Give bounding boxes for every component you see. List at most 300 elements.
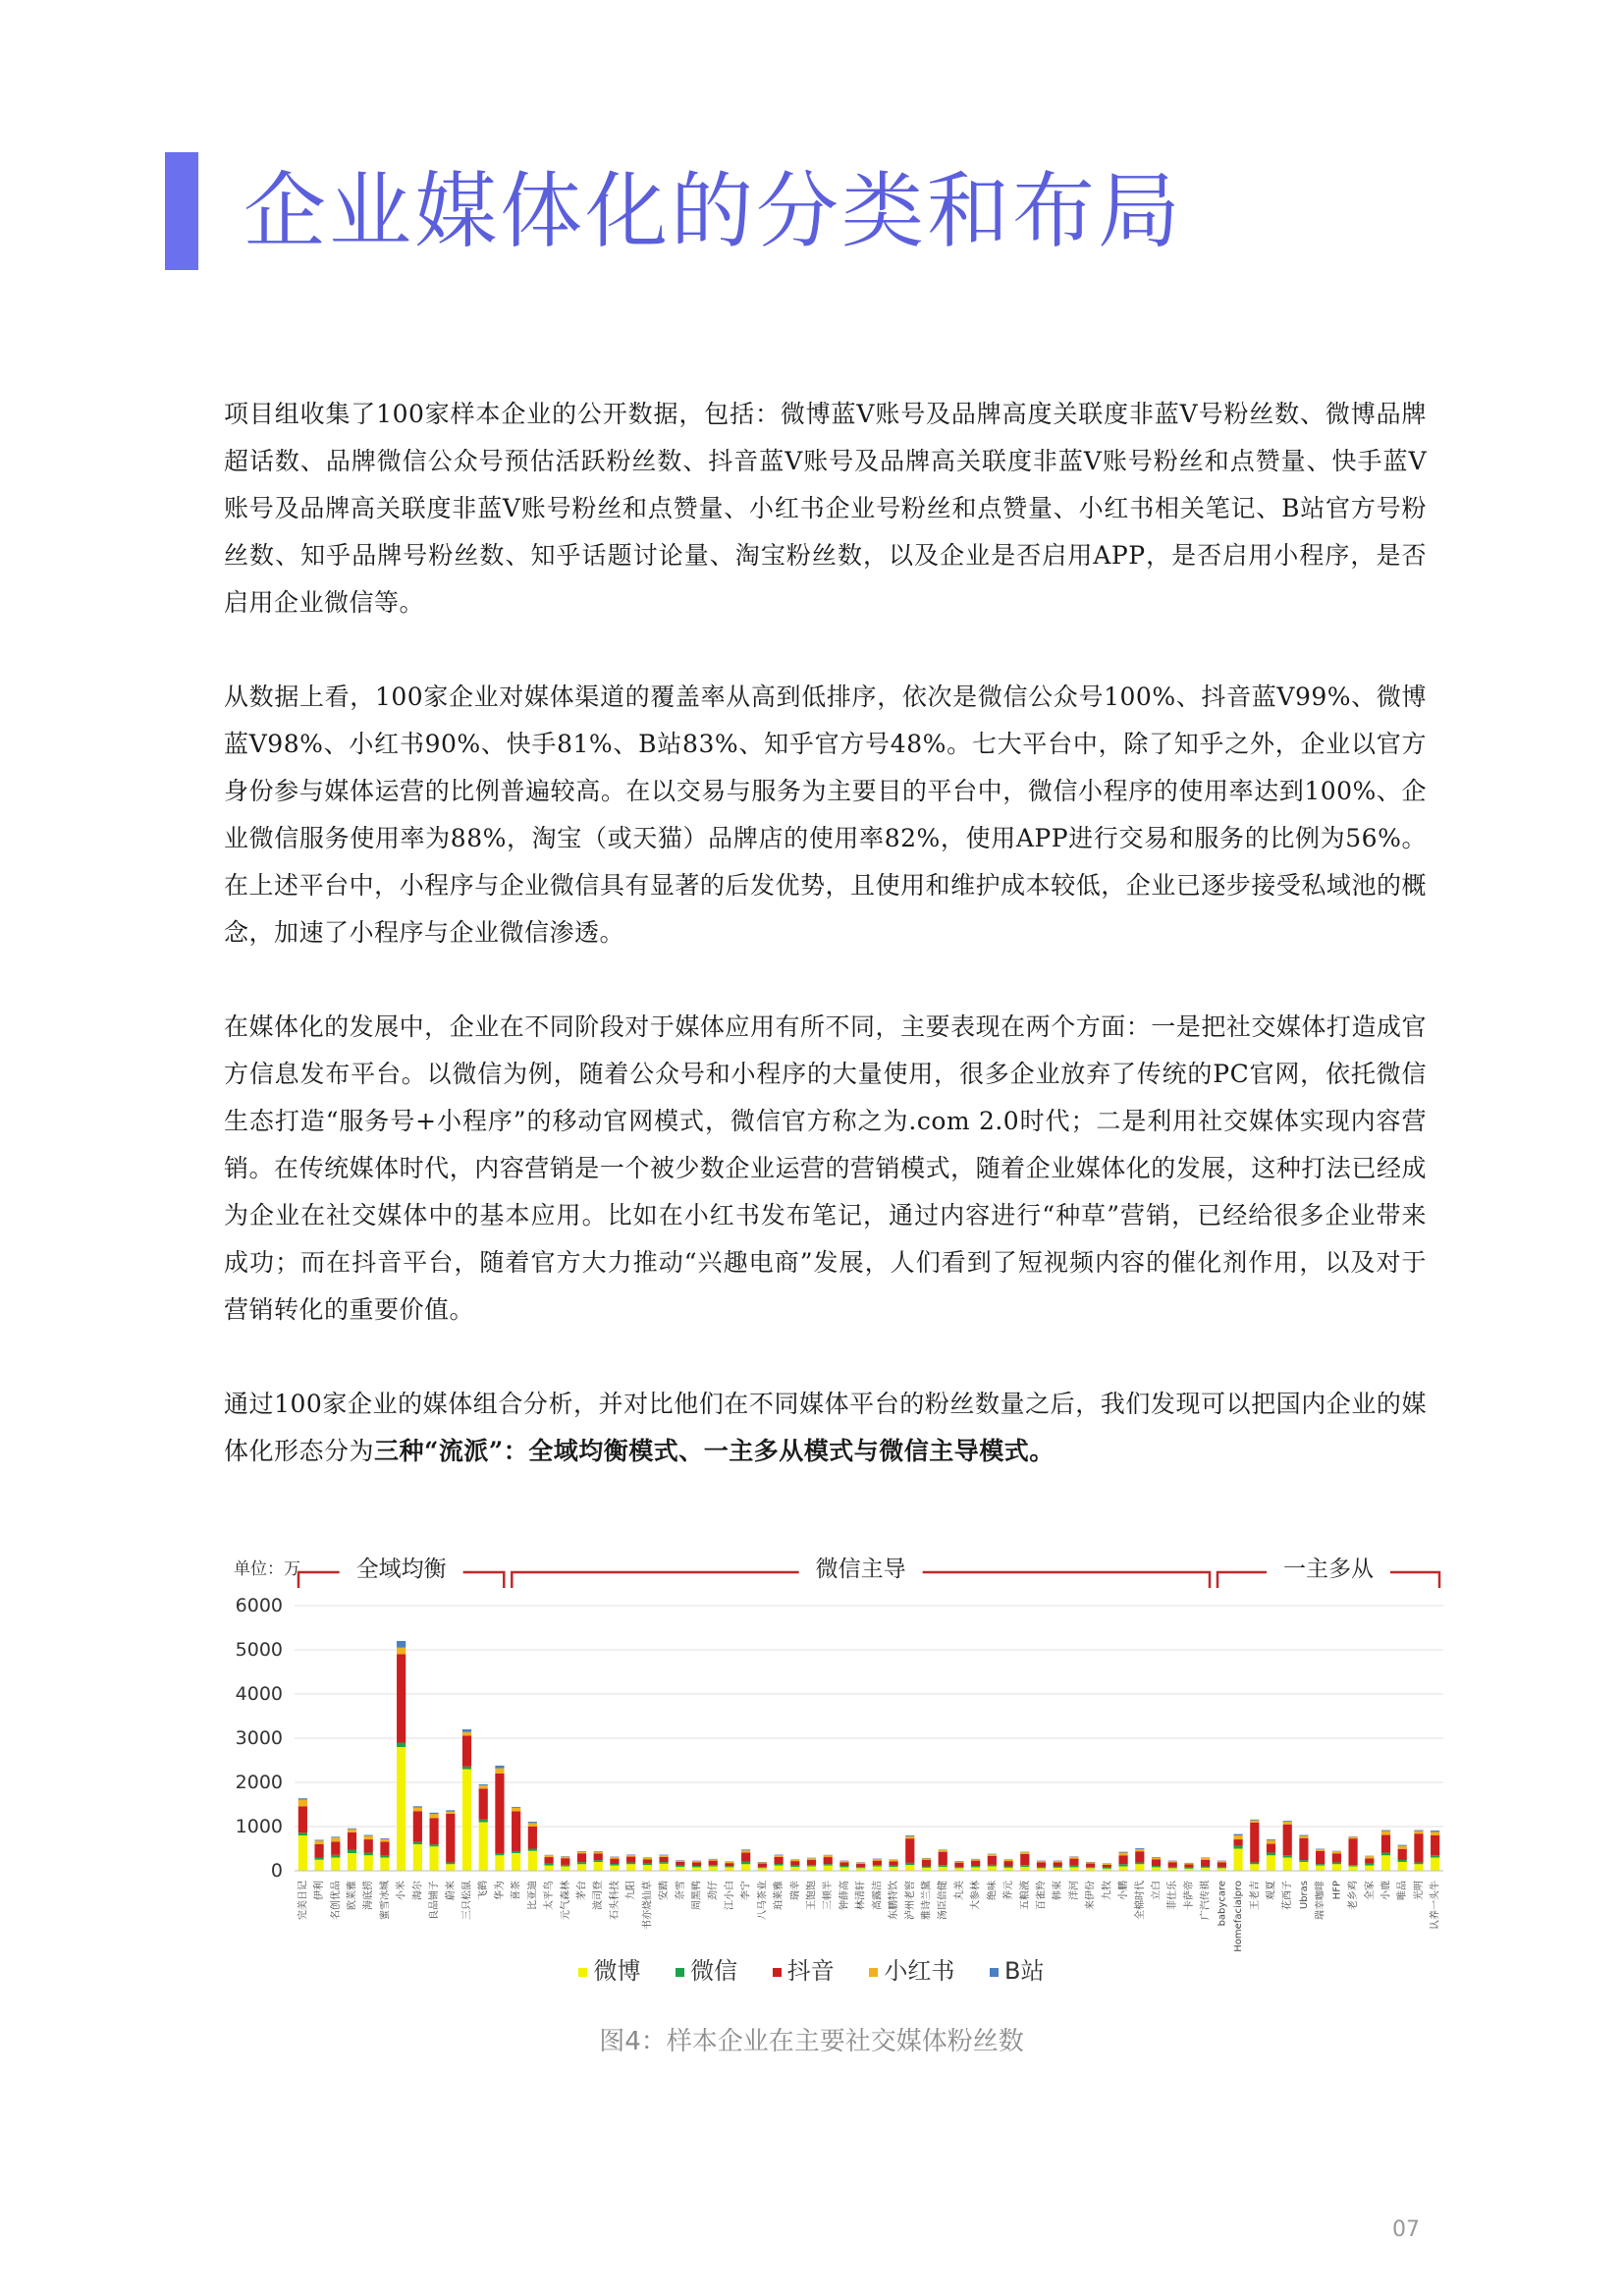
bar-xiaohongshu-41 — [971, 1859, 980, 1860]
bar-weibo-2 — [331, 1858, 340, 1872]
x-tick-label: 汤臣倍健 — [938, 1881, 949, 1920]
bar-weixin-24 — [692, 1866, 701, 1867]
bar-douyin-42 — [988, 1856, 997, 1865]
bar-weibo-31 — [807, 1867, 816, 1872]
x-tick-label: 完美日记 — [298, 1881, 309, 1920]
bar-weixin-46 — [1054, 1867, 1062, 1868]
bar-weibo-69 — [1431, 1858, 1439, 1872]
bar-xiaohongshu-4 — [364, 1835, 373, 1839]
bar-douyin-11 — [479, 1788, 488, 1820]
bar-weibo-30 — [790, 1867, 799, 1871]
bar-douyin-22 — [659, 1857, 668, 1862]
legend-item-xiaohongshu — [869, 1951, 954, 1986]
bar-weixin-57 — [1233, 1846, 1242, 1849]
legend-label-weibo: 微博 — [593, 1957, 641, 1985]
bar-weibo-66 — [1381, 1855, 1390, 1871]
y-tick-label: 4000 — [235, 1683, 283, 1705]
bar-bilibili-12 — [495, 1766, 504, 1769]
bar-douyin-56 — [1217, 1862, 1226, 1867]
bar-xiaohongshu-22 — [659, 1855, 668, 1857]
bar-bilibili-10 — [462, 1729, 471, 1732]
x-tick-label: 卡萨帝 — [1183, 1881, 1195, 1910]
bar-weixin-33 — [839, 1866, 848, 1867]
x-tick-label: 菲仕乐 — [1167, 1881, 1179, 1910]
bar-weixin-43 — [1003, 1867, 1012, 1868]
bar-douyin-57 — [1233, 1839, 1242, 1846]
bar-weixin-22 — [659, 1862, 668, 1864]
bar-xiaohongshu-54 — [1184, 1863, 1193, 1864]
bar-douyin-5 — [380, 1842, 389, 1856]
bar-weibo-25 — [709, 1867, 718, 1872]
legend-swatch-douyin — [773, 1968, 782, 1977]
bar-xiaohongshu-2 — [331, 1837, 340, 1841]
bar-weixin-61 — [1299, 1860, 1308, 1862]
bar-weixin-65 — [1365, 1864, 1374, 1866]
bar-weixin-23 — [676, 1866, 684, 1867]
bar-weixin-66 — [1381, 1853, 1390, 1856]
body-text — [224, 391, 1427, 1522]
bar-weixin-3 — [348, 1850, 356, 1853]
bar-xiaohongshu-40 — [954, 1862, 963, 1863]
bar-weibo-64 — [1348, 1867, 1357, 1872]
bar-weibo-51 — [1135, 1864, 1144, 1871]
bar-xiaohongshu-60 — [1283, 1822, 1292, 1825]
bar-weixin-6 — [397, 1743, 406, 1748]
x-tick-label: 安踏 — [659, 1881, 671, 1900]
bar-weibo-44 — [1020, 1867, 1029, 1871]
bar-douyin-29 — [774, 1857, 783, 1864]
bar-douyin-2 — [331, 1841, 340, 1855]
bar-douyin-41 — [971, 1861, 980, 1866]
bar-douyin-44 — [1020, 1854, 1029, 1865]
bar-douyin-33 — [839, 1862, 848, 1866]
bar-bilibili-50 — [1118, 1852, 1127, 1853]
legend-swatch-xiaohongshu — [869, 1968, 878, 1977]
bar-weixin-44 — [1020, 1865, 1029, 1867]
x-tick-label: 丸美 — [953, 1881, 965, 1900]
bar-douyin-19 — [610, 1859, 619, 1864]
bar-xiaohongshu-25 — [709, 1859, 718, 1860]
x-tick-label: Ubras — [1298, 1881, 1310, 1910]
bar-xiaohongshu-14 — [528, 1823, 537, 1827]
bar-douyin-3 — [348, 1832, 356, 1850]
bar-weibo-12 — [495, 1855, 504, 1871]
bar-xiaohongshu-48 — [1086, 1862, 1095, 1863]
x-tick-label: 蔚来 — [445, 1881, 457, 1900]
bar-xiaohongshu-43 — [1003, 1860, 1012, 1861]
x-tick-label: 绝味 — [987, 1881, 999, 1900]
x-tick-label: 小鹿 — [1380, 1881, 1392, 1900]
legend-label-douyin: 抖音 — [786, 1957, 835, 1985]
bar-douyin-20 — [626, 1857, 635, 1863]
bar-douyin-7 — [413, 1811, 422, 1842]
bar-weibo-4 — [364, 1855, 373, 1871]
bar-weixin-52 — [1152, 1866, 1161, 1867]
bar-weibo-57 — [1233, 1849, 1242, 1872]
bar-weixin-56 — [1217, 1867, 1226, 1868]
bar-douyin-37 — [905, 1838, 914, 1863]
bar-xiaohongshu-30 — [790, 1860, 799, 1861]
bar-xiaohongshu-17 — [577, 1851, 586, 1853]
x-tick-label: 观夏 — [1266, 1881, 1277, 1900]
bar-douyin-9 — [446, 1814, 455, 1863]
y-tick-label: 3000 — [235, 1727, 283, 1749]
bar-weixin-16 — [561, 1865, 569, 1867]
bar-douyin-46 — [1054, 1862, 1062, 1866]
y-tick-label: 2000 — [235, 1772, 283, 1793]
bar-weixin-34 — [856, 1867, 865, 1868]
bar-bilibili-4 — [364, 1835, 373, 1836]
bar-xiaohongshu-42 — [988, 1854, 997, 1856]
figure-caption: 图4：样本企业在主要社交媒体粉丝数 — [599, 2027, 1024, 2056]
bar-weibo-59 — [1267, 1855, 1275, 1871]
paragraph-three-modes-highlight: 三种“流派”：全域均衡模式、一主多从模式与微信主导模式。 — [374, 1437, 1055, 1465]
bar-weixin-51 — [1135, 1862, 1144, 1864]
bar-douyin-61 — [1299, 1838, 1308, 1861]
bar-douyin-66 — [1381, 1835, 1390, 1853]
bar-bilibili-11 — [479, 1784, 488, 1785]
bar-xiaohongshu-21 — [643, 1858, 652, 1860]
x-tick-label: 全家 — [1364, 1881, 1376, 1900]
bar-weixin-27 — [741, 1862, 750, 1865]
paragraph-coverage-rate: 从数据上看，100家企业对媒体渠道的覆盖率从高到低排序，依次是微信公众号100%、抖音蓝V99%、微博蓝V98%、小红书90%、快手81%、B站83%、知乎官方号48%。七大平台中，除了知乎之外，企业以官方身份参与媒体运营的比例普遍较高。在以交易与服务为主要目的平台中，微信小程序的使用率达到100%、企业微信服务使用率为88%，淘宝（或天猫）品牌店的使用率82%，使用APP进行交易和服务的比例为56%。在上述平台中，小程序与企业微信具有显著的后发优势，且使用和维护成本较低，企业已逐步接受私域池的概念，加速了小程序与企业微信渗透。 — [224, 683, 1427, 947]
bar-weixin-45 — [1037, 1867, 1046, 1868]
x-tick-label: 九阳 — [625, 1881, 637, 1900]
bar-xiaohongshu-1 — [314, 1840, 323, 1844]
bar-xiaohongshu-6 — [397, 1648, 406, 1655]
bar-weixin-7 — [413, 1842, 422, 1844]
x-tick-label: 小鹏 — [1118, 1881, 1130, 1900]
x-tick-label: 海尔 — [412, 1881, 424, 1900]
bar-weibo-60 — [1283, 1858, 1292, 1872]
bar-douyin-39 — [939, 1852, 947, 1866]
bar-douyin-58 — [1250, 1823, 1259, 1863]
bar-weixin-68 — [1414, 1862, 1423, 1864]
bar-weixin-69 — [1431, 1855, 1439, 1857]
x-tick-label: 瑞幸咖啡 — [1315, 1881, 1326, 1920]
x-tick-label: 太平鸟 — [544, 1881, 556, 1910]
x-tick-label: 九牧 — [1102, 1881, 1113, 1900]
bar-xiaohongshu-28 — [758, 1862, 767, 1863]
bar-weibo-68 — [1414, 1864, 1423, 1871]
bar-xiaohongshu-20 — [626, 1855, 635, 1857]
paragraph-data-collection: 项目组收集了100家样本企业的公开数据，包括：微博蓝V账号及品牌高度关联度非蓝V号粉丝数、微博品牌超话数、品牌微信公众号预估活跃粉丝数、抖音蓝V账号及品牌高关联度非蓝V账号粉丝和点赞量、快手蓝V账号及品牌高关联度非蓝V账号粉丝和点赞量、小红书企业号粉丝和点赞量、小红书相关笔记、B站官方号粉丝数、知乎品牌号粉丝数、知乎话题讨论量、淘宝粉丝数，以及企业是否启用APP，是否启用小程序，是否启用企业微信等。 — [224, 400, 1427, 617]
x-tick-label: 王饱饱 — [806, 1881, 818, 1910]
x-tick-label: 泸州老窖 — [904, 1881, 916, 1920]
bar-weixin-18 — [594, 1860, 603, 1862]
bar-douyin-10 — [462, 1735, 471, 1767]
bar-douyin-52 — [1152, 1859, 1161, 1866]
x-tick-label: 欧莱雅 — [347, 1881, 358, 1910]
bar-douyin-28 — [758, 1864, 767, 1868]
bar-bilibili-51 — [1135, 1848, 1144, 1849]
bar-xiaohongshu-9 — [446, 1812, 455, 1814]
bar-weixin-30 — [790, 1866, 799, 1867]
x-tick-label: 喜茶 — [511, 1881, 522, 1900]
bar-weixin-15 — [544, 1864, 553, 1866]
bar-douyin-68 — [1414, 1833, 1423, 1862]
bar-douyin-1 — [314, 1844, 323, 1858]
bar-bilibili-60 — [1283, 1821, 1292, 1822]
bar-bilibili-0 — [298, 1798, 307, 1799]
x-tick-label: 东鹏特饮 — [889, 1881, 900, 1920]
bar-weibo-52 — [1152, 1867, 1161, 1871]
x-tick-label: 雅诗兰黛 — [921, 1881, 933, 1920]
bar-douyin-64 — [1348, 1838, 1357, 1865]
x-tick-label: 书亦烧仙草 — [642, 1881, 654, 1930]
bar-weibo-24 — [692, 1867, 701, 1871]
bar-douyin-23 — [676, 1862, 684, 1866]
bar-weixin-14 — [528, 1849, 537, 1851]
x-tick-label: babycare — [1217, 1881, 1228, 1927]
bar-weibo-61 — [1299, 1862, 1308, 1871]
x-tick-label: 立白 — [1151, 1881, 1163, 1900]
bar-xiaohongshu-8 — [429, 1814, 438, 1818]
bar-weibo-62 — [1316, 1866, 1325, 1871]
bar-douyin-6 — [397, 1655, 406, 1743]
x-tick-label: 元气森林 — [560, 1881, 571, 1920]
group-label: 微信主导 — [815, 1557, 906, 1582]
bar-weibo-17 — [577, 1864, 586, 1871]
bar-weixin-53 — [1168, 1867, 1177, 1868]
bar-weixin-5 — [380, 1855, 389, 1857]
x-tick-label: 劲仔 — [708, 1881, 720, 1900]
bar-weibo-67 — [1398, 1862, 1407, 1871]
bar-weixin-47 — [1069, 1866, 1078, 1868]
x-tick-label: 奈雪 — [675, 1881, 686, 1900]
bar-weixin-50 — [1118, 1864, 1127, 1866]
bar-douyin-30 — [790, 1861, 799, 1866]
group-label: 一主多从 — [1283, 1557, 1374, 1582]
legend-item-douyin — [773, 1951, 835, 1986]
x-tick-label: 石头科技 — [609, 1881, 621, 1920]
bar-weibo-10 — [462, 1770, 471, 1872]
bar-xiaohongshu-64 — [1348, 1837, 1357, 1839]
bar-xiaohongshu-63 — [1332, 1851, 1341, 1853]
bar-bilibili-7 — [413, 1806, 422, 1807]
x-tick-label: 全棉时代 — [1134, 1881, 1146, 1920]
bar-douyin-38 — [922, 1860, 931, 1867]
x-tick-label: 江小白 — [724, 1881, 735, 1910]
bar-douyin-35 — [873, 1861, 882, 1866]
bar-xiaohongshu-62 — [1316, 1849, 1325, 1851]
bar-xiaohongshu-24 — [692, 1861, 701, 1862]
bar-xiaohongshu-50 — [1118, 1853, 1127, 1856]
bar-weibo-23 — [676, 1867, 684, 1871]
bar-xiaohongshu-49 — [1103, 1864, 1111, 1865]
bar-xiaohongshu-27 — [741, 1850, 750, 1852]
bar-weibo-8 — [429, 1846, 438, 1871]
bar-weibo-9 — [446, 1864, 455, 1871]
x-tick-label: 林清轩 — [855, 1881, 867, 1910]
title-accent-bar — [165, 152, 198, 270]
bar-weibo-1 — [314, 1860, 323, 1871]
bar-douyin-40 — [954, 1863, 963, 1868]
x-tick-label: 三顿半 — [823, 1881, 835, 1910]
bar-weibo-22 — [659, 1864, 668, 1871]
bar-weixin-19 — [610, 1864, 619, 1866]
bar-xiaohongshu-36 — [889, 1860, 897, 1861]
bar-weixin-4 — [364, 1853, 373, 1856]
bar-weixin-26 — [725, 1866, 733, 1867]
bar-douyin-15 — [544, 1857, 553, 1864]
bar-xiaohongshu-5 — [380, 1839, 389, 1842]
bar-weixin-28 — [758, 1867, 767, 1868]
bar-xiaohongshu-0 — [298, 1800, 307, 1807]
x-tick-label: 洋河 — [1068, 1881, 1080, 1900]
bar-weixin-9 — [446, 1862, 455, 1864]
bar-douyin-45 — [1037, 1862, 1046, 1867]
bar-weibo-39 — [939, 1867, 947, 1871]
bar-bilibili-57 — [1233, 1834, 1242, 1835]
x-tick-label: 钟薛高 — [839, 1881, 850, 1910]
bar-weixin-31 — [807, 1865, 816, 1866]
bar-weixin-21 — [643, 1864, 652, 1865]
x-tick-label: Homefacialpro — [1233, 1881, 1245, 1952]
x-tick-label: 光明 — [1413, 1881, 1425, 1900]
bar-weixin-36 — [889, 1866, 897, 1867]
x-tick-label: 茅台 — [576, 1881, 588, 1900]
bar-xiaohongshu-37 — [905, 1836, 914, 1838]
bar-douyin-27 — [741, 1853, 750, 1862]
bar-weixin-63 — [1332, 1862, 1341, 1864]
legend-item-weixin — [676, 1951, 737, 1986]
bar-douyin-60 — [1283, 1825, 1292, 1856]
bar-douyin-8 — [429, 1818, 438, 1844]
bar-xiaohongshu-18 — [594, 1851, 603, 1853]
bar-douyin-16 — [561, 1858, 569, 1865]
bar-douyin-55 — [1201, 1860, 1210, 1867]
bar-weibo-3 — [348, 1853, 356, 1871]
legend-swatch-weixin — [676, 1968, 684, 1977]
bar-xiaohongshu-51 — [1135, 1849, 1144, 1851]
legend-item-bilibili — [990, 1951, 1044, 1986]
bar-bilibili-61 — [1299, 1835, 1308, 1836]
bar-douyin-69 — [1431, 1835, 1439, 1855]
bar-weibo-33 — [839, 1867, 848, 1871]
x-tick-label: 五粮液 — [1019, 1881, 1031, 1910]
bar-xiaohongshu-33 — [839, 1861, 848, 1862]
bar-xiaohongshu-31 — [807, 1858, 816, 1860]
bar-xiaohongshu-38 — [922, 1858, 931, 1859]
bar-weixin-55 — [1201, 1867, 1210, 1868]
bar-weibo-32 — [824, 1866, 833, 1871]
y-tick-label: 0 — [270, 1860, 283, 1882]
bar-xiaohongshu-44 — [1020, 1852, 1029, 1854]
bar-bilibili-37 — [905, 1835, 914, 1836]
bar-weixin-32 — [824, 1864, 833, 1865]
bar-xiaohongshu-10 — [462, 1732, 471, 1736]
bar-weixin-37 — [905, 1863, 914, 1865]
bar-weixin-1 — [314, 1858, 323, 1860]
bar-weixin-59 — [1267, 1853, 1275, 1856]
x-tick-label: 来伊份 — [1085, 1881, 1097, 1910]
bar-weixin-2 — [331, 1855, 340, 1858]
bar-bilibili-5 — [380, 1838, 389, 1839]
x-tick-label: 老乡鸡 — [1348, 1881, 1360, 1910]
x-tick-label: 王老吉 — [1249, 1881, 1261, 1910]
bar-weixin-39 — [939, 1865, 947, 1867]
bar-douyin-49 — [1103, 1865, 1111, 1868]
bar-weixin-0 — [298, 1832, 307, 1835]
group-label: 全域均衡 — [355, 1557, 447, 1582]
bar-weixin-58 — [1250, 1862, 1259, 1864]
bar-weibo-41 — [971, 1867, 980, 1871]
bar-weixin-60 — [1283, 1855, 1292, 1857]
x-tick-label: 八马茶业 — [757, 1881, 769, 1920]
bar-bilibili-1 — [314, 1840, 323, 1841]
bar-douyin-32 — [824, 1857, 833, 1864]
bar-douyin-53 — [1168, 1862, 1177, 1867]
bar-bilibili-2 — [331, 1836, 340, 1837]
y-tick-label: 1000 — [235, 1816, 283, 1837]
bar-weixin-64 — [1348, 1865, 1357, 1866]
bar-xiaohongshu-68 — [1414, 1831, 1423, 1834]
bar-weibo-42 — [988, 1867, 997, 1872]
bar-weibo-0 — [298, 1835, 307, 1871]
legend-label-weixin: 微信 — [690, 1957, 738, 1985]
x-tick-label: 花西子 — [1282, 1881, 1294, 1910]
bar-douyin-26 — [725, 1863, 733, 1866]
bar-xiaohongshu-11 — [479, 1785, 488, 1788]
bar-weixin-12 — [495, 1853, 504, 1855]
bar-weixin-13 — [512, 1851, 520, 1853]
paragraph-three-modes — [224, 1381, 1427, 1475]
x-tick-label: 小米 — [396, 1881, 407, 1900]
y-tick-label: 5000 — [235, 1639, 283, 1661]
bar-douyin-34 — [856, 1864, 865, 1867]
bar-xiaohongshu-3 — [348, 1830, 356, 1832]
x-tick-label: 三只松鼠 — [461, 1881, 473, 1920]
bar-douyin-4 — [364, 1839, 373, 1853]
bar-weibo-18 — [594, 1862, 603, 1871]
bar-douyin-12 — [495, 1774, 504, 1853]
bar-douyin-51 — [1135, 1851, 1144, 1862]
bar-douyin-47 — [1069, 1859, 1078, 1866]
bar-douyin-50 — [1118, 1855, 1127, 1864]
bar-weixin-8 — [429, 1844, 438, 1846]
x-tick-label: 养元 — [1003, 1881, 1015, 1900]
bar-weixin-42 — [988, 1865, 997, 1867]
bar-weibo-7 — [413, 1844, 422, 1871]
page-title: 企业媒体化的分类和布局 — [243, 163, 1184, 259]
bar-weibo-14 — [528, 1851, 537, 1871]
x-tick-label: 名创优品 — [330, 1881, 342, 1920]
bar-weibo-58 — [1250, 1864, 1259, 1871]
unit-label: 单位：万 — [234, 1559, 300, 1579]
x-tick-label: 广汽传祺 — [1200, 1881, 1212, 1920]
bar-weixin-67 — [1398, 1860, 1407, 1862]
bar-weibo-20 — [626, 1864, 635, 1871]
bar-xiaohongshu-7 — [413, 1808, 422, 1812]
bar-weibo-5 — [380, 1858, 389, 1872]
bar-weixin-62 — [1316, 1864, 1325, 1865]
legend-label-bilibili: B站 — [1004, 1957, 1045, 1985]
bar-weixin-54 — [1184, 1868, 1193, 1869]
bar-xiaohongshu-45 — [1037, 1861, 1046, 1862]
bar-weibo-29 — [774, 1866, 783, 1871]
bar-weixin-20 — [626, 1862, 635, 1864]
bar-weixin-48 — [1086, 1867, 1095, 1868]
bar-xiaohongshu-53 — [1168, 1861, 1177, 1862]
bar-xiaohongshu-12 — [495, 1769, 504, 1774]
x-tick-label: 良品铺子 — [429, 1881, 441, 1920]
bar-bilibili-67 — [1398, 1845, 1407, 1846]
bar-xiaohongshu-47 — [1069, 1857, 1078, 1859]
bar-xiaohongshu-46 — [1054, 1861, 1062, 1862]
bar-weibo-50 — [1118, 1867, 1127, 1872]
x-tick-label: 伊利 — [314, 1881, 326, 1900]
